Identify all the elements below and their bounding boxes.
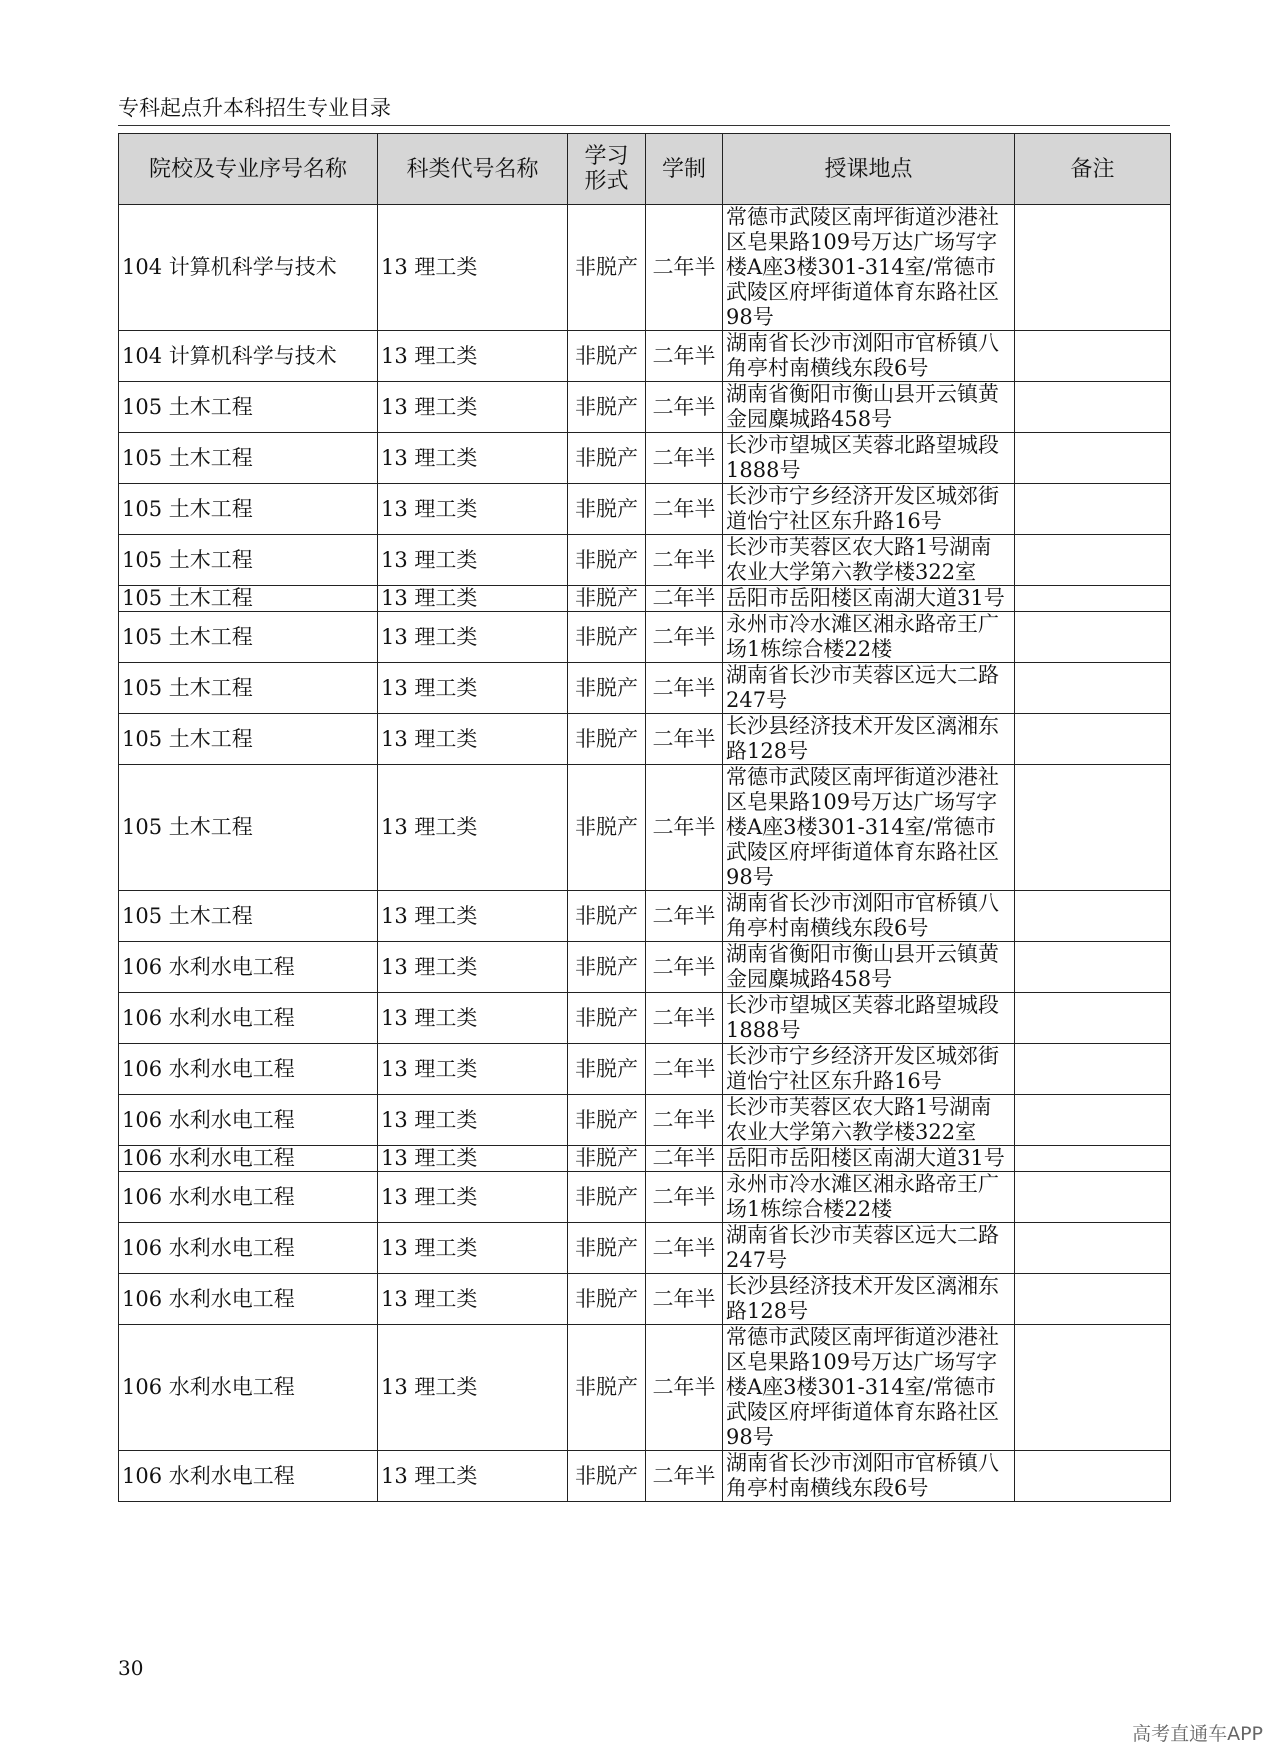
- category-cell: 13 理工类: [378, 1451, 568, 1502]
- mode-cell: 非脱产: [568, 1274, 646, 1325]
- table-row: [119, 331, 1171, 382]
- category-cell: 13 理工类: [378, 663, 568, 714]
- note-cell: [1015, 205, 1171, 331]
- table-row: [119, 1172, 1171, 1223]
- mode-cell: 非脱产: [568, 714, 646, 765]
- note-cell: [1015, 1044, 1171, 1095]
- duration-cell: 二年半: [646, 1172, 723, 1223]
- col-header-location: 授课地点: [723, 134, 1015, 205]
- table-row: [119, 765, 1171, 891]
- major-cell: 106 水利水电工程: [119, 942, 378, 993]
- duration-cell: 二年半: [646, 942, 723, 993]
- duration-cell: 二年半: [646, 535, 723, 586]
- duration-cell: 二年半: [646, 205, 723, 331]
- note-cell: [1015, 993, 1171, 1044]
- location-cell: 长沙县经济技术开发区漓湘东路128号: [723, 714, 1015, 765]
- mode-cell: 非脱产: [568, 1095, 646, 1146]
- category-cell: 13 理工类: [378, 942, 568, 993]
- duration-cell: 二年半: [646, 1325, 723, 1451]
- major-cell: 106 水利水电工程: [119, 993, 378, 1044]
- duration-cell: 二年半: [646, 612, 723, 663]
- col-header-major: 院校及专业序号名称: [119, 134, 378, 205]
- table-row: [119, 1451, 1171, 1502]
- major-cell: 105 土木工程: [119, 891, 378, 942]
- major-cell: 105 土木工程: [119, 586, 378, 612]
- note-cell: [1015, 1274, 1171, 1325]
- major-cell: 106 水利水电工程: [119, 1274, 378, 1325]
- note-cell: [1015, 1223, 1171, 1274]
- table-row: [119, 891, 1171, 942]
- category-cell: 13 理工类: [378, 1095, 568, 1146]
- major-cell: 105 土木工程: [119, 535, 378, 586]
- table-row: [119, 205, 1171, 331]
- major-cell: 104 计算机科学与技术: [119, 205, 378, 331]
- watermark-text: 高考直通车APP: [1132, 1723, 1263, 1745]
- mode-cell: 非脱产: [568, 993, 646, 1044]
- mode-cell: 非脱产: [568, 1223, 646, 1274]
- location-cell: 长沙市望城区芙蓉北路望城段1888号: [723, 433, 1015, 484]
- location-cell: 湖南省长沙市芙蓉区远大二路247号: [723, 663, 1015, 714]
- mode-cell: 非脱产: [568, 382, 646, 433]
- location-cell: 湖南省衡阳市衡山县开云镇黄金园麋城路458号: [723, 942, 1015, 993]
- mode-cell: 非脱产: [568, 535, 646, 586]
- location-cell: 常德市武陵区南坪街道沙港社区皂果路109号万达广场写字楼A座3楼301-314室/常德市武陵区府坪街道体育东路社区98号: [723, 205, 1015, 331]
- table-row: [119, 535, 1171, 586]
- location-cell: 湖南省长沙市浏阳市官桥镇八角亭村南横线东段6号: [723, 1451, 1015, 1502]
- mode-cell: 非脱产: [568, 1146, 646, 1172]
- note-cell: [1015, 714, 1171, 765]
- note-cell: [1015, 1172, 1171, 1223]
- table-row: [119, 1223, 1171, 1274]
- category-cell: 13 理工类: [378, 331, 568, 382]
- location-cell: 长沙市芙蓉区农大路1号湖南农业大学第六教学楼322室: [723, 535, 1015, 586]
- note-cell: [1015, 484, 1171, 535]
- category-cell: 13 理工类: [378, 484, 568, 535]
- category-cell: 13 理工类: [378, 1044, 568, 1095]
- category-cell: 13 理工类: [378, 586, 568, 612]
- note-cell: [1015, 433, 1171, 484]
- category-cell: 13 理工类: [378, 765, 568, 891]
- location-cell: 岳阳市岳阳楼区南湖大道31号: [723, 586, 1015, 612]
- mode-cell: 非脱产: [568, 612, 646, 663]
- location-cell: 湖南省长沙市浏阳市官桥镇八角亭村南横线东段6号: [723, 331, 1015, 382]
- mode-cell: 非脱产: [568, 663, 646, 714]
- table-row: [119, 382, 1171, 433]
- header-row: [119, 134, 1171, 205]
- mode-cell: 非脱产: [568, 586, 646, 612]
- duration-cell: 二年半: [646, 382, 723, 433]
- category-cell: 13 理工类: [378, 891, 568, 942]
- table-row: [119, 1274, 1171, 1325]
- location-cell: 湖南省长沙市浏阳市官桥镇八角亭村南横线东段6号: [723, 891, 1015, 942]
- duration-cell: 二年半: [646, 714, 723, 765]
- duration-cell: 二年半: [646, 1274, 723, 1325]
- table-row: [119, 612, 1171, 663]
- category-cell: 13 理工类: [378, 535, 568, 586]
- note-cell: [1015, 331, 1171, 382]
- table-row: [119, 993, 1171, 1044]
- duration-cell: 二年半: [646, 663, 723, 714]
- category-cell: 13 理工类: [378, 1146, 568, 1172]
- duration-cell: 二年半: [646, 1095, 723, 1146]
- duration-cell: 二年半: [646, 993, 723, 1044]
- table-row: [119, 1146, 1171, 1172]
- duration-cell: 二年半: [646, 1146, 723, 1172]
- category-cell: 13 理工类: [378, 714, 568, 765]
- location-cell: 永州市冷水滩区湘永路帝王广场1栋综合楼22楼: [723, 1172, 1015, 1223]
- location-cell: 湖南省长沙市芙蓉区远大二路247号: [723, 1223, 1015, 1274]
- mode-cell: 非脱产: [568, 942, 646, 993]
- major-cell: 106 水利水电工程: [119, 1325, 378, 1451]
- major-cell: 105 土木工程: [119, 765, 378, 891]
- location-cell: 岳阳市岳阳楼区南湖大道31号: [723, 1146, 1015, 1172]
- note-cell: [1015, 942, 1171, 993]
- category-cell: 13 理工类: [378, 993, 568, 1044]
- category-cell: 13 理工类: [378, 612, 568, 663]
- location-cell: 长沙县经济技术开发区漓湘东路128号: [723, 1274, 1015, 1325]
- category-cell: 13 理工类: [378, 1325, 568, 1451]
- col-header-category: 科类代号名称: [378, 134, 568, 205]
- note-cell: [1015, 1095, 1171, 1146]
- note-cell: [1015, 382, 1171, 433]
- mode-cell: 非脱产: [568, 433, 646, 484]
- table-header: [119, 134, 1171, 205]
- note-cell: [1015, 891, 1171, 942]
- major-cell: 105 土木工程: [119, 433, 378, 484]
- location-cell: 湖南省衡阳市衡山县开云镇黄金园麋城路458号: [723, 382, 1015, 433]
- category-cell: 13 理工类: [378, 1172, 568, 1223]
- duration-cell: 二年半: [646, 331, 723, 382]
- table-body: [119, 205, 1171, 1502]
- table-row: [119, 1325, 1171, 1451]
- duration-cell: 二年半: [646, 1451, 723, 1502]
- major-cell: 104 计算机科学与技术: [119, 331, 378, 382]
- duration-cell: 二年半: [646, 586, 723, 612]
- table-row: [119, 586, 1171, 612]
- table-row: [119, 942, 1171, 993]
- duration-cell: 二年半: [646, 433, 723, 484]
- mode-cell: 非脱产: [568, 1044, 646, 1095]
- major-cell: 105 土木工程: [119, 484, 378, 535]
- page-header-title: 专科起点升本科招生专业目录: [118, 96, 391, 120]
- table-row: [119, 1095, 1171, 1146]
- major-cell: 105 土木工程: [119, 382, 378, 433]
- note-cell: [1015, 663, 1171, 714]
- category-cell: 13 理工类: [378, 1274, 568, 1325]
- location-cell: 常德市武陵区南坪街道沙港社区皂果路109号万达广场写字楼A座3楼301-314室/常德市武陵区府坪街道体育东路社区98号: [723, 1325, 1015, 1451]
- page-number: 30: [118, 1656, 144, 1680]
- location-cell: 长沙市宁乡经济开发区城郊街道怡宁社区东升路16号: [723, 484, 1015, 535]
- mode-cell: 非脱产: [568, 484, 646, 535]
- major-cell: 106 水利水电工程: [119, 1095, 378, 1146]
- location-cell: 长沙市望城区芙蓉北路望城段1888号: [723, 993, 1015, 1044]
- major-cell: 106 水利水电工程: [119, 1146, 378, 1172]
- note-cell: [1015, 765, 1171, 891]
- major-cell: 105 土木工程: [119, 612, 378, 663]
- mode-cell: 非脱产: [568, 1451, 646, 1502]
- table-row: [119, 1044, 1171, 1095]
- note-cell: [1015, 1146, 1171, 1172]
- mode-cell: 非脱产: [568, 1172, 646, 1223]
- note-cell: [1015, 612, 1171, 663]
- duration-cell: 二年半: [646, 765, 723, 891]
- mode-cell: 非脱产: [568, 331, 646, 382]
- note-cell: [1015, 535, 1171, 586]
- duration-cell: 二年半: [646, 891, 723, 942]
- duration-cell: 二年半: [646, 1223, 723, 1274]
- col-header-mode: 学习 形式: [568, 134, 646, 205]
- category-cell: 13 理工类: [378, 205, 568, 331]
- note-cell: [1015, 586, 1171, 612]
- duration-cell: 二年半: [646, 1044, 723, 1095]
- col-header-note: 备注: [1015, 134, 1171, 205]
- table-row: [119, 663, 1171, 714]
- location-cell: 长沙市芙蓉区农大路1号湖南农业大学第六教学楼322室: [723, 1095, 1015, 1146]
- major-cell: 106 水利水电工程: [119, 1223, 378, 1274]
- location-cell: 常德市武陵区南坪街道沙港社区皂果路109号万达广场写字楼A座3楼301-314室/常德市武陵区府坪街道体育东路社区98号: [723, 765, 1015, 891]
- col-header-duration: 学制: [646, 134, 723, 205]
- category-cell: 13 理工类: [378, 382, 568, 433]
- mode-cell: 非脱产: [568, 891, 646, 942]
- table-row: [119, 433, 1171, 484]
- major-cell: 105 土木工程: [119, 663, 378, 714]
- note-cell: [1015, 1325, 1171, 1451]
- note-cell: [1015, 1451, 1171, 1502]
- major-cell: 106 水利水电工程: [119, 1451, 378, 1502]
- location-cell: 永州市冷水滩区湘永路帝王广场1栋综合楼22楼: [723, 612, 1015, 663]
- category-cell: 13 理工类: [378, 1223, 568, 1274]
- major-cell: 106 水利水电工程: [119, 1044, 378, 1095]
- major-cell: 106 水利水电工程: [119, 1172, 378, 1223]
- table-row: [119, 714, 1171, 765]
- duration-cell: 二年半: [646, 484, 723, 535]
- mode-cell: 非脱产: [568, 205, 646, 331]
- table-row: [119, 484, 1171, 535]
- mode-cell: 非脱产: [568, 765, 646, 891]
- header-divider: [118, 125, 1170, 126]
- category-cell: 13 理工类: [378, 433, 568, 484]
- major-catalog-table: [118, 133, 1171, 1502]
- mode-cell: 非脱产: [568, 1325, 646, 1451]
- major-cell: 105 土木工程: [119, 714, 378, 765]
- location-cell: 长沙市宁乡经济开发区城郊街道怡宁社区东升路16号: [723, 1044, 1015, 1095]
